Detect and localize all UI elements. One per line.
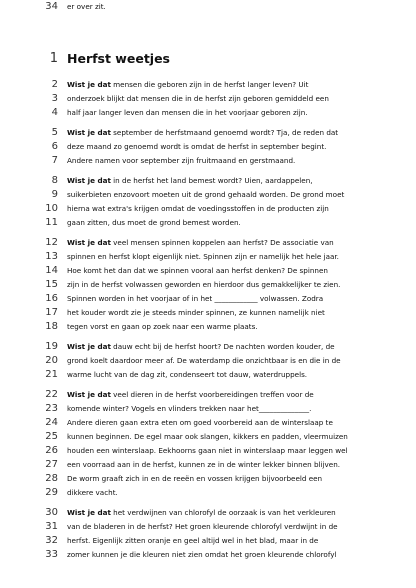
line-text: Wist je dat september de herfstmaand genoemd wordt? Tja, de reden dat xyxy=(67,128,339,137)
text-line xyxy=(0,416,416,430)
wist-je-dat-lead: Wist je dat xyxy=(67,342,111,351)
text-line xyxy=(0,306,416,320)
text-line xyxy=(0,292,416,306)
text-line xyxy=(0,354,416,368)
line-text: half jaar langer leven dan mensen die in het voorjaar geboren zijn. xyxy=(67,108,308,117)
line-number: 3 xyxy=(51,93,58,104)
line-number: 30 xyxy=(45,507,58,518)
line-text: Hoe komt het dan dat we spinnen vooral aan herfst denken? De spinnen xyxy=(67,266,328,275)
text-line xyxy=(0,216,416,230)
line-text: Spinnen worden in het voorjaar of in het ____________ volwassen. Zodra xyxy=(67,294,324,303)
line-number: 17 xyxy=(45,307,58,318)
line-number: 25 xyxy=(45,431,58,442)
text-line xyxy=(0,78,416,92)
text-line xyxy=(0,264,416,278)
text-line xyxy=(0,340,416,354)
text-line xyxy=(0,0,416,14)
line-text: houden een winterslaap. Eekhoorns gaan niet in winterslaap maar leggen wel xyxy=(67,446,348,455)
wist-je-dat-lead: Wist je dat xyxy=(67,508,111,517)
text-line xyxy=(0,320,416,334)
line-text: suikerbieten enzovoort moeten uit de grond gehaald worden. De grond moet xyxy=(67,190,345,199)
line-text: Wist je dat dauw echt bij de herfst hoort? De nachten worden kouder, de xyxy=(67,342,335,351)
line-number: 34 xyxy=(45,1,58,12)
line-text: dikkere vacht. xyxy=(67,488,118,497)
line-text: grond koelt daardoor meer af. De waterdamp die onzichtbaar is en die in de xyxy=(67,356,341,365)
line-number: 29 xyxy=(45,487,58,498)
line-number: 24 xyxy=(45,417,58,428)
line-number: 8 xyxy=(51,175,58,186)
line-number: 32 xyxy=(45,535,58,546)
line-number: 7 xyxy=(51,155,58,166)
page-title: Herfst weetjes xyxy=(67,51,170,66)
wist-je-dat-lead: Wist je dat xyxy=(67,390,111,399)
line-text: gaan zitten, dus moet de grond bemest worden. xyxy=(67,218,241,227)
line-text: Wist je dat veel dieren in de herfst voorbereidingen treffen voor de xyxy=(67,390,314,399)
text-line xyxy=(0,548,416,562)
wist-je-dat-lead: Wist je dat xyxy=(67,238,111,247)
text-line xyxy=(0,388,416,402)
line-number: 2 xyxy=(51,79,58,90)
text-line xyxy=(0,520,416,534)
line-number: 12 xyxy=(45,237,58,248)
line-number: 23 xyxy=(45,403,58,414)
line-text: De worm graaft zich in en de reeën en vossen krijgen bijvoorbeeld een xyxy=(67,474,323,483)
line-number: 1 xyxy=(49,51,58,66)
text-line xyxy=(0,126,416,140)
line-text: er over zit. xyxy=(67,2,106,11)
text-line xyxy=(0,534,416,548)
line-text: tegen vorst en gaan op zoek naar een warme plaats. xyxy=(67,322,258,331)
line-number: 4 xyxy=(51,107,58,118)
line-text: herfst. Eigenlijk zitten oranje en geel altijd wel in het blad, maar in de xyxy=(67,536,319,545)
line-number: 11 xyxy=(45,217,58,228)
line-number: 28 xyxy=(45,473,58,484)
line-text: Wist je dat het verdwijnen van chlorofyl de oorzaak is van het verkleuren xyxy=(67,508,336,517)
line-text: onderzoek blijkt dat mensen die in de herfst zijn geboren gemiddeld een xyxy=(67,94,329,103)
text-line xyxy=(0,174,416,188)
text-line xyxy=(0,250,416,264)
line-number: 15 xyxy=(45,279,58,290)
line-text: van de bladeren in de herfst? Het groen kleurende chlorofyl verdwijnt in de xyxy=(67,522,338,531)
line-text: hierna wat extra's krijgen omdat de voedingsstoffen in de producten zijn xyxy=(67,204,329,213)
line-number: 9 xyxy=(51,189,58,200)
line-number: 13 xyxy=(45,251,58,262)
line-text: Wist je dat mensen die geboren zijn in de herfst langer leven? Uit xyxy=(67,80,309,89)
line-text: zomer kunnen je die kleuren niet zien omdat het groen kleurende chlorofyl xyxy=(67,550,337,559)
line-number: 31 xyxy=(45,521,58,532)
text-line xyxy=(0,506,416,520)
text-line xyxy=(0,188,416,202)
line-number: 18 xyxy=(45,321,58,332)
text-line xyxy=(0,154,416,168)
line-text: warme lucht van de dag zit, condenseert tot dauw, waterdruppels. xyxy=(67,370,308,379)
line-text: Wist je dat veel mensen spinnen koppelen aan herfst? De associatie van xyxy=(67,238,334,247)
line-number: 19 xyxy=(45,341,58,352)
text-line xyxy=(0,472,416,486)
title-line xyxy=(0,50,416,64)
line-text: een voorraad aan in de herfst, kunnen ze in de winter lekker binnen blijven. xyxy=(67,460,341,469)
line-number: 33 xyxy=(45,549,58,560)
line-text: zijn in de herfst volwassen geworden en hierdoor dus gemakkelijker te zien. xyxy=(67,280,341,289)
line-number: 6 xyxy=(51,141,58,152)
line-number: 22 xyxy=(45,389,58,400)
text-line xyxy=(0,278,416,292)
line-number: 21 xyxy=(45,369,58,380)
wist-je-dat-lead: Wist je dat xyxy=(67,176,111,185)
line-text: het kouder wordt zie je steeds minder spinnen, ze kunnen namelijk niet xyxy=(67,308,325,317)
text-line xyxy=(0,458,416,472)
text-line xyxy=(0,236,416,250)
wist-je-dat-lead: Wist je dat xyxy=(67,80,111,89)
line-number: 20 xyxy=(45,355,58,366)
line-number: 27 xyxy=(45,459,58,470)
line-number: 14 xyxy=(45,265,58,276)
text-line xyxy=(0,368,416,382)
wist-je-dat-lead: Wist je dat xyxy=(67,128,111,137)
line-text: Andere namen voor september zijn fruitmaand en gerstmaand. xyxy=(67,156,296,165)
text-line xyxy=(0,92,416,106)
line-text: komende winter? Vogels en vlinders trekken naar het______________. xyxy=(67,404,312,413)
text-line xyxy=(0,486,416,500)
line-text: Andere dieren gaan extra eten om goed voorbereid aan de winterslaap te xyxy=(67,418,333,427)
line-number: 16 xyxy=(45,293,58,304)
line-number: 10 xyxy=(45,203,58,214)
text-line xyxy=(0,444,416,458)
text-line xyxy=(0,140,416,154)
line-text: Wist je dat in de herfst het land bemest wordt? Uien, aardappelen, xyxy=(67,176,313,185)
text-line xyxy=(0,106,416,120)
line-number: 26 xyxy=(45,445,58,456)
line-text: kunnen beginnen. De egel maar ook slangen, kikkers en padden, vleermuizen xyxy=(67,432,348,441)
text-line xyxy=(0,402,416,416)
line-number: 5 xyxy=(51,127,58,138)
line-text: deze maand zo genoemd wordt is omdat de herfst in september begint. xyxy=(67,142,327,151)
line-text: spinnen en herfst klopt eigenlijk niet. Spinnen zijn er namelijk het hele jaar. xyxy=(67,252,339,261)
text-line xyxy=(0,430,416,444)
text-line xyxy=(0,202,416,216)
